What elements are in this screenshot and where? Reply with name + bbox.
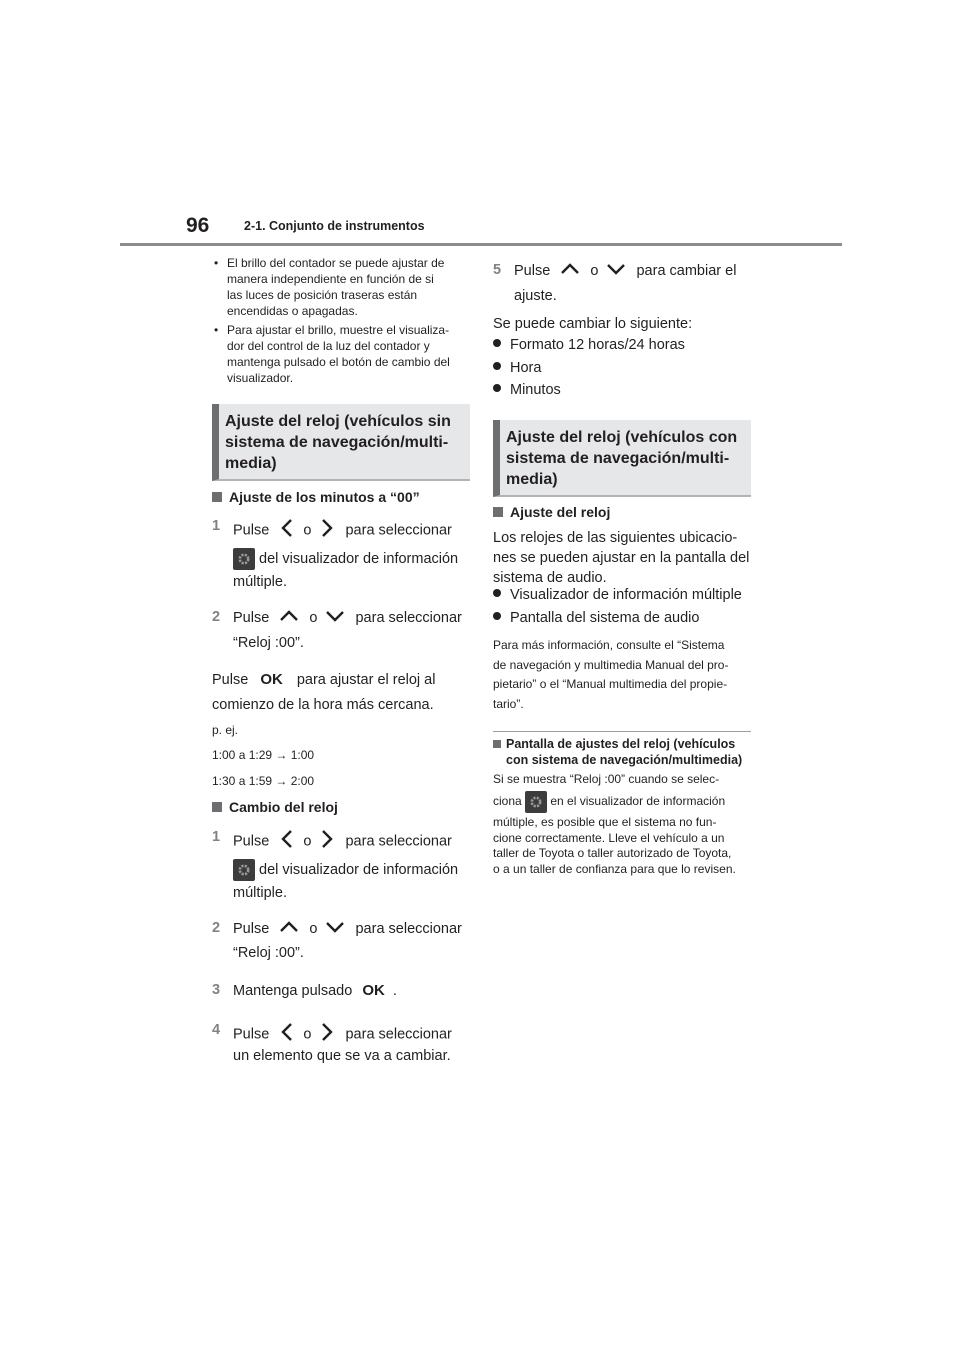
step-number: 1 xyxy=(212,518,221,534)
subheading-text: Ajuste del reloj xyxy=(510,504,611,520)
step-word: o xyxy=(303,833,312,850)
step-text xyxy=(233,518,473,543)
chevron-left-icon xyxy=(281,1022,293,1047)
warn-word: en el visualizador de información xyxy=(550,794,726,808)
step-word: Pulse xyxy=(233,1026,270,1043)
step-word: Pulse xyxy=(212,672,249,688)
chevron-left-icon xyxy=(281,829,293,854)
note-line: Para ajustar el brillo, muestre el visualiza- xyxy=(227,323,450,337)
step-number: 5 xyxy=(493,262,502,278)
step-text xyxy=(233,1022,473,1047)
example-line: 1:30 a 1:59 → 2:00 xyxy=(212,774,315,788)
list-item xyxy=(493,382,561,398)
bullet-dot: • xyxy=(214,323,219,337)
heading-line: Ajuste del reloj (vehículos con xyxy=(506,429,738,446)
example-label: p. ej. xyxy=(212,723,239,737)
subheading-change-clock xyxy=(212,799,338,815)
note-line: las luces de posición traseras están xyxy=(227,288,418,302)
subheading-clock-settings-screen xyxy=(493,736,755,768)
warn-word: ciona xyxy=(493,794,522,808)
square-bullet-icon xyxy=(493,507,503,517)
body-line: Los relojes de las siguientes ubicacio- xyxy=(493,530,738,546)
subheading-text: con sistema de navegación/multimedia) xyxy=(506,753,743,767)
step-text xyxy=(233,829,473,854)
note-line: encendidas o apagadas. xyxy=(227,304,358,318)
chevron-down-icon xyxy=(325,920,345,938)
warn-line: cione correctamente. Lleve el vehículo a un xyxy=(493,830,725,845)
step-word: o xyxy=(590,263,599,279)
list-item xyxy=(493,610,699,626)
warn-line: múltiple, es posible que el sistema no fun- xyxy=(493,815,717,829)
bullet-dot-icon xyxy=(493,612,501,620)
step-text: “Reloj :00”. xyxy=(233,635,304,651)
heading-line: media) xyxy=(225,455,277,472)
subheading-text: Ajuste de los minutos a “00” xyxy=(229,489,420,505)
chevron-right-icon xyxy=(321,1022,333,1047)
subheading-text: Cambio del reloj xyxy=(229,799,338,815)
chevron-right-icon xyxy=(321,518,333,543)
gear-icon xyxy=(525,791,547,813)
section-heading-no-nav xyxy=(212,404,470,481)
step-word: para seleccionar xyxy=(345,522,452,539)
step-text: múltiple. xyxy=(233,885,287,901)
step-word: para seleccionar xyxy=(345,833,452,850)
page-number: 96 xyxy=(186,214,210,237)
bullet-dot-icon xyxy=(493,362,501,370)
step-word: Pulse xyxy=(233,921,270,937)
note-line: manera independiente en función de si xyxy=(227,272,434,286)
heading-line: media) xyxy=(506,471,558,488)
warn-line: o a un taller de confianza para que lo revisen. xyxy=(493,861,736,876)
step-word: del visualizador de información xyxy=(259,861,459,878)
example-line: 1:00 a 1:29 → 1:00 xyxy=(212,748,315,762)
square-bullet-icon xyxy=(212,802,222,812)
bullet-dot-icon xyxy=(493,339,501,347)
subheading-set-clock xyxy=(493,504,610,520)
step-word: Pulse xyxy=(514,263,551,279)
step-word: del visualizador de información xyxy=(259,550,459,567)
info-line: pietario” o el “Manual multimedia del propie- xyxy=(493,677,728,691)
note-line: El brillo del contador se puede ajustar de xyxy=(227,256,445,270)
heading-line: Ajuste del reloj (vehículos sin xyxy=(225,413,451,430)
chevron-left-icon xyxy=(281,518,293,543)
list-item-text: Visualizador de información múltiple xyxy=(510,587,742,603)
chevron-down-icon xyxy=(325,609,345,627)
step-text xyxy=(233,859,473,881)
info-paragraph xyxy=(493,636,728,714)
ok-button-icon: OK xyxy=(260,671,283,688)
info-line: tario”. xyxy=(493,696,524,711)
heading-line: sistema de navegación/multi- xyxy=(506,450,730,467)
header-divider xyxy=(120,243,842,246)
list-item-text: Formato 12 horas/24 horas xyxy=(510,337,685,353)
step-text: “Reloj :00”. xyxy=(233,945,304,961)
info-line: Para más información, consulte el “Sistema xyxy=(493,638,725,652)
step-text: múltiple. xyxy=(233,574,287,590)
info-line: de navegación y multimedia Manual del pro- xyxy=(493,657,729,672)
press-ok-text xyxy=(212,671,470,689)
list-item-text: Pantalla del sistema de audio xyxy=(510,610,700,626)
note-line: mantenga pulsado el botón de cambio del xyxy=(227,355,450,369)
section-title: 2-1. Conjunto de instrumentos xyxy=(244,219,425,233)
step-number: 2 xyxy=(212,609,221,625)
list-item xyxy=(493,337,685,353)
bullet-dot: • xyxy=(214,256,219,270)
press-ok-text: comienzo de la hora más cercana. xyxy=(212,697,434,713)
step-number: 3 xyxy=(212,982,221,998)
step-word: Pulse xyxy=(233,610,270,626)
chevron-right-icon xyxy=(321,829,333,854)
step-word: para seleccionar xyxy=(345,1026,452,1043)
list-item-text: Minutos xyxy=(510,382,561,398)
step-text: un elemento que se va a cambiar. xyxy=(233,1048,451,1064)
step-word: o xyxy=(303,1026,312,1043)
step-word: o xyxy=(303,522,312,539)
note-line: dor del control de la luz del contador y xyxy=(227,339,430,353)
subheading-minutes xyxy=(212,489,420,505)
warn-line: Si se muestra “Reloj :00” cuando se selec- xyxy=(493,772,720,786)
step-text: ajuste. xyxy=(514,288,557,304)
step-number: 1 xyxy=(212,829,221,845)
section-divider xyxy=(493,731,751,732)
step-word: Mantenga pulsado xyxy=(233,983,353,999)
step-text xyxy=(233,609,473,627)
section-heading-with-nav xyxy=(493,420,751,497)
body-paragraph xyxy=(493,528,749,588)
chevron-down-icon xyxy=(606,262,626,280)
list-item xyxy=(493,360,541,376)
can-change-text: Se puede cambiar lo siguiente: xyxy=(493,316,693,332)
chevron-up-icon xyxy=(279,920,299,938)
square-bullet-icon xyxy=(493,740,501,748)
chevron-up-icon xyxy=(560,262,580,280)
step-word: Pulse xyxy=(233,522,270,539)
body-line: sistema de audio. xyxy=(493,570,607,586)
bullet-dot-icon xyxy=(493,589,501,597)
step-number: 4 xyxy=(212,1022,221,1038)
body-line: nes se pueden ajustar en la pantalla del xyxy=(493,550,750,566)
gear-icon xyxy=(233,548,255,570)
square-bullet-icon xyxy=(212,492,222,502)
step-word: o xyxy=(309,921,318,937)
subheading-text: Pantalla de ajustes del reloj (vehículos xyxy=(506,737,736,751)
step-word: para seleccionar xyxy=(355,610,462,626)
step-text xyxy=(233,982,397,1000)
note-line: visualizador. xyxy=(227,371,294,385)
step-word: para seleccionar xyxy=(355,921,462,937)
step-text xyxy=(514,262,754,280)
warn-line xyxy=(493,790,725,813)
step-word: para ajustar el reloj al xyxy=(296,672,436,688)
list-item xyxy=(493,587,742,603)
step-word: Pulse xyxy=(233,833,270,850)
ok-button-icon: OK xyxy=(362,982,385,999)
chevron-up-icon xyxy=(279,609,299,627)
warn-line: taller de Toyota o taller autorizado de Toyota, xyxy=(493,846,732,860)
gear-icon xyxy=(233,859,255,881)
step-word: o xyxy=(309,610,318,626)
list-item-text: Hora xyxy=(510,360,542,376)
step-word: . xyxy=(392,983,397,999)
heading-line: sistema de navegación/multi- xyxy=(225,434,449,451)
warn-paragraph xyxy=(493,815,736,877)
bullet-dot-icon xyxy=(493,384,501,392)
step-text xyxy=(233,548,473,570)
step-number: 2 xyxy=(212,920,221,936)
step-text xyxy=(233,920,473,938)
step-word: para cambiar el xyxy=(636,263,737,279)
